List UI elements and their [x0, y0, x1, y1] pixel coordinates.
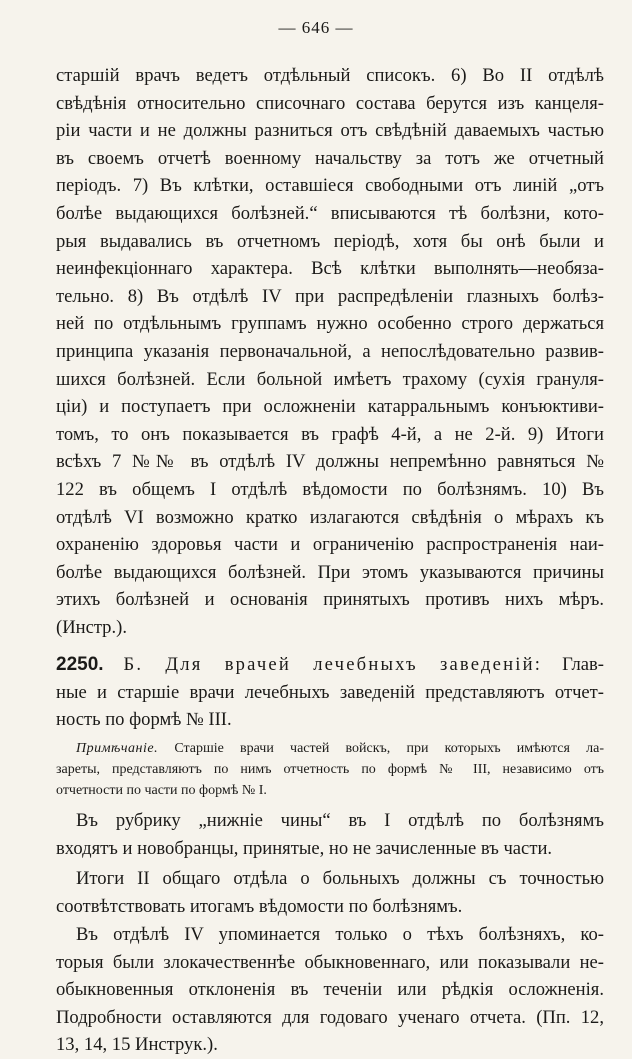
section-heading-line [56, 651, 604, 679]
text-line: рыя выдавались въ отчетномъ періодѣ, хотя бы онѣ были и [56, 230, 604, 252]
text-line: принципа указанія первоначальной, а непослѣдовательно развив- [56, 340, 604, 362]
text-line: неинфекціоннаго характера. Всѣ клѣтки выполнять—необяза- [56, 258, 604, 280]
text-line: соотвѣтствовать итогамъ вѣдомости по болѣзнямъ. [56, 895, 463, 917]
text-line: обыкновенныя отклоненія въ теченіи или рѣдкія осложненія. [56, 979, 604, 1001]
text-line: ные и старшіе врачи лечебныхъ заведеній представляютъ отчет- [56, 681, 604, 703]
text-line: отдѣлѣ VI возможно кратко излагаются свѣдѣнія о мѣрахъ къ [56, 506, 604, 528]
text-line: болѣе выдающихся болѣзней.“ вписываются тѣ болѣзни, кото- [56, 202, 604, 224]
paragraph-totals [56, 865, 604, 920]
section-title: Б. Для врачей лечебныхъ заведеній: [123, 654, 543, 675]
text-line: торыя были злокачественнѣе обыкновеннаго, или показывали не- [56, 951, 604, 973]
note-label: Примѣчаніе. [76, 741, 159, 756]
text-line: этихъ болѣзней и основанія принятыхъ противъ нихъ мѣръ. [56, 589, 604, 611]
section-number: 2250. [56, 654, 104, 675]
text-line: Итоги II общаго отдѣла о больныхъ должны съ точностью [76, 868, 604, 889]
text-line: ней по отдѣльнымъ группамъ нужно особенно строго держаться [56, 313, 604, 335]
text-line: старшій врачъ ведетъ отдѣльный списокъ. 6) Во II отдѣлѣ [56, 65, 604, 86]
note-block [56, 738, 604, 801]
text-line: ность по формѣ № III. [56, 709, 232, 731]
paragraph-recruits [56, 807, 604, 862]
text-line: болѣе выдающихся болѣзней. При этомъ указываются причины [56, 561, 604, 583]
text-line: ріи части и не должны разниться отъ свѣдѣній даваемыхъ частью [56, 120, 604, 142]
text-line: всѣхъ 7 №№ въ отдѣлѣ IV должны непремѣнно равняться № [56, 451, 604, 473]
text-line: Въ отдѣлѣ IV упоминается только о тѣхъ болѣзняхъ, ко- [76, 924, 604, 945]
text-line: томъ, то онъ показывается въ графѣ 4-й, а не 2-й. 9) Итоги [56, 423, 604, 445]
section-text: Глав- [562, 654, 604, 675]
text-line: 13, 14, 15 Инструк.). [56, 1034, 218, 1056]
text-line: входятъ и новобранцы, принятые, но не зачисленные въ части. [56, 837, 553, 859]
paragraph-department-iv [56, 921, 604, 1056]
text-line: 122 въ общемъ I отдѣлѣ вѣдомости по болѣзнямъ. 10) Въ [56, 478, 604, 500]
text-line: періодъ. 7) Въ клѣтки, оставшіеся свободными отъ линій „отъ [56, 175, 604, 197]
section-2250 [56, 651, 604, 734]
note-text: Старшіе врачи частей войскъ, при которыхъ имѣются ла- [174, 741, 604, 756]
page-number: — 646 — [278, 18, 354, 37]
note-line: отчетности по части по формѣ № I. [56, 783, 267, 798]
continued-paragraph [56, 62, 604, 641]
text-line: Въ рубрику „нижніе чины“ въ I отдѣлѣ по болѣзнямъ [76, 810, 604, 831]
text-line: ціи) и поступаетъ при осложненіи катарральнымъ конъюктиви- [56, 396, 604, 418]
text-line: тельно. 8) Въ отдѣлѣ IV при распредѣленіи глазныхъ болѣз- [56, 285, 604, 307]
text-line: свѣдѣнія относительно списочнаго состава берутся изъ канцеля- [56, 92, 604, 114]
text-line: (Инстр.). [56, 616, 127, 638]
text-line: Подробности оставляются для годоваго ученаго отчета. (Пп. 12, [56, 1006, 604, 1028]
text-line: шихся болѣзней. Если больной имѣетъ трахому (сухія грануля- [56, 368, 604, 390]
note-first-line [56, 738, 604, 759]
text-line: въ своемъ отчетѣ военному начальству за тотъ же отчетный [56, 147, 604, 169]
note-line: зареты, представляютъ по нимъ отчетность по формѣ № III, независимо отъ [56, 762, 604, 777]
text-line: охраненію здоровья части и ограниченію распространенія наи- [56, 534, 604, 556]
